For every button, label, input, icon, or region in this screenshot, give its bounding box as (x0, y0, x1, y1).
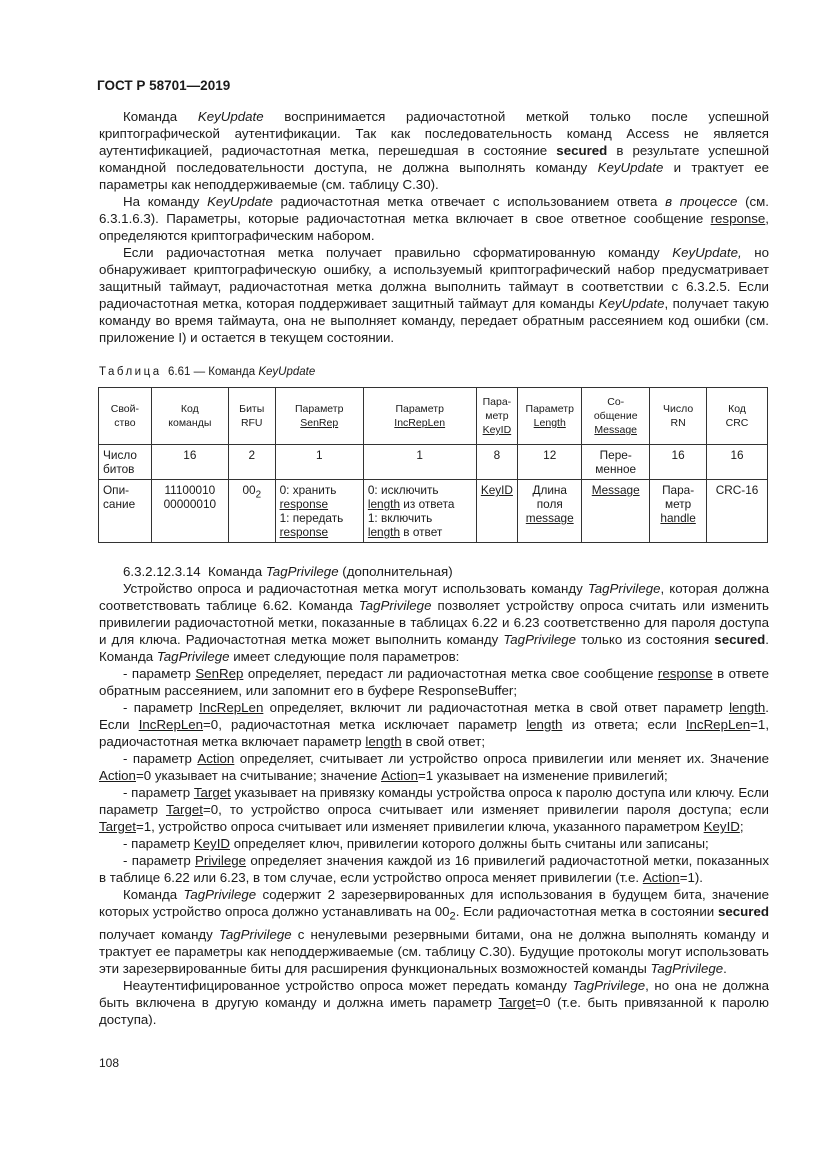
page-number: 108 (99, 1056, 120, 1070)
cell: Длина поля message (518, 480, 582, 543)
table-caption: Таблица 6.61 — Команда KeyUpdate (99, 366, 316, 378)
cell: 16 (151, 445, 228, 480)
list-item: - параметр Target указывает на привязку команды устройства опроса к паролю доступа или ключу. Если параметр Target=0, то устройство опроса считывает или изменяет привилегии пароля доступа; если Target=1, устройство опроса считывает или изменяет привилегии ключа, указанного параметром KeyID; (99, 785, 769, 834)
cell: 16 (707, 445, 768, 480)
header-cell: Число RN (650, 388, 707, 445)
list-item: - параметр Privilege определяет значения каждой из 16 привилегий радиочастотной метки, показанных в таблице 6.22 или 6.23, в том случае, если устройство опроса меняет привилегии (т.е. Action=1). (99, 853, 769, 885)
header-cell: Код CRC (707, 388, 768, 445)
cell: Message (582, 480, 650, 543)
cell: 16 (650, 445, 707, 480)
list-item: - параметр Action определяет, считывает ли устройство опроса привилегии или меняет их. Значение Action=0 указывает на считывание; значение Action=1 указывает на изменение привилегий; (99, 751, 769, 783)
cell: KeyID (476, 480, 518, 543)
list-item: - параметр KeyID определяет ключ, привилегии которого должны быть считаны или записаны; (123, 836, 709, 851)
header-cell: Код команды (151, 388, 228, 445)
table-row (99, 480, 768, 543)
paragraph: Команда TagPrivilege содержит 2 зарезервированных для использования в будущем бита, значение которых устройство опроса должно устанавливать на $00_2$. Если радиочастотная метка в состоянии secured получает команду TagPrivilege с ненулевыми резервными битами, она не должна выполнять команду и трактует ее параметры как неподдерживаемые (см. таблицу С.30). Будущие протоколы могут использовать эти зарезервированные биты для расширения функциональных возможностей команды TagPrivilege. (99, 887, 769, 976)
cell: 1 (275, 445, 363, 480)
cell: 0: исключить length из ответа 1: включить length в ответ (363, 480, 476, 543)
cell: 8 (476, 445, 518, 480)
cell: 2 (228, 445, 275, 480)
header-cell: Параметр SenRep (275, 388, 363, 445)
cell: 0: хранить response 1: передать response (275, 480, 363, 543)
header-cell: Со- общение Message (582, 388, 650, 445)
cell: 11100010 00000010 (151, 480, 228, 543)
cell: Пара- метр handle (650, 480, 707, 543)
table-row (99, 445, 768, 480)
header-cell: Биты RFU (228, 388, 275, 445)
cell: CRC-16 (707, 480, 768, 543)
section-title: 6.3.2.12.3.14 Команда TagPrivilege (дополнительная) (123, 564, 453, 579)
header-cell: Пара- метр KeyID (476, 388, 518, 445)
paragraph: Если радиочастотная метка получает правильно сформатированную команду KeyUpdate, но обнаруживает криптографическую ошибку, а используемый криптографический набор предусматривает защитный таймаут, радиочастотная метка должна выполнить таймаут в соответствии с 6.3.2.5. Если радиочастотная метка, которая поддерживает защитный таймаут для команды KeyUpdate, получает такую команду во время таймаута, она не выполняет команду, передает обратным рассеянием код ошибки (см. приложение I) и остается в текущем состоянии. (99, 245, 769, 345)
paragraph: На команду KeyUpdate радиочастотная метка отвечает с использованием ответа в процессе (см. 6.3.1.6.3). Параметры, которые радиочастотная метка включает в свое ответное сообщение response, определяются криптографическим набором. (99, 194, 770, 243)
keyupdate-table (98, 387, 768, 543)
document-header: ГОСТ Р 58701—2019 (97, 78, 231, 93)
row-label: Число битов (99, 445, 152, 480)
row-label: Опи- сание (99, 480, 152, 543)
table-header-row (99, 388, 768, 445)
intro-text (99, 108, 769, 346)
cell: 1 (363, 445, 476, 480)
header-cell: Параметр IncRepLen (363, 388, 476, 445)
list-item: - параметр IncRepLen определяет, включит ли радиочастотная метка в свой ответ параметр length. Если IncRepLen=0, радиочастотная метка исключает параметр length из ответа; если IncRepLen=1, радиочастотная метка включает параметр length в свой ответ; (99, 700, 770, 749)
cell: Пере- менное (582, 445, 650, 480)
cell: $00_2$ (228, 480, 275, 543)
cell: 12 (518, 445, 582, 480)
paragraph: Команда KeyUpdate воспринимается радиочастотной меткой только после успешной криптографической аутентификации. Так как последовательность команд Access не является аутентификацией, радиочастотная метка, перешедшая в состояние secured в результате успешной командной последовательности доступа, не должна выполнять команду KeyUpdate и трактует ее параметры как неподдерживаемые (см. таблицу С.30). (99, 109, 770, 192)
header-cell: Параметр Length (518, 388, 582, 445)
paragraph: Неаутентифицированное устройство опроса может передать команду TagPrivilege, но она не должна быть включена в другую команду и должна иметь параметр Target=0 (т.е. быть привязанной к паролю доступа). (99, 977, 769, 1027)
header-cell: Свой- ство (99, 388, 152, 445)
list-item: - параметр SenRep определяет, передаст ли радиочастотная метка свое сообщение response в ответе обратным рассеянием, или запомнит его в буфере ResponseBuffer; (99, 666, 769, 698)
paragraph: Устройство опроса и радиочастотная метка могут использовать команду TagPrivilege, которая должна соответствовать таблице 6.62. Команда TagPrivilege позволяет устройству опроса считать или изменить привилегии радиочастотной метки, показанные в таблицах 6.22 и 6.23 соответственно для пароля доступа и для ключа. Радиочастотная метка может выполнить команду TagPrivilege только из состояния secured. Команда TagPrivilege имеет следующие поля параметров: (99, 581, 769, 664)
section-text (99, 563, 769, 1028)
